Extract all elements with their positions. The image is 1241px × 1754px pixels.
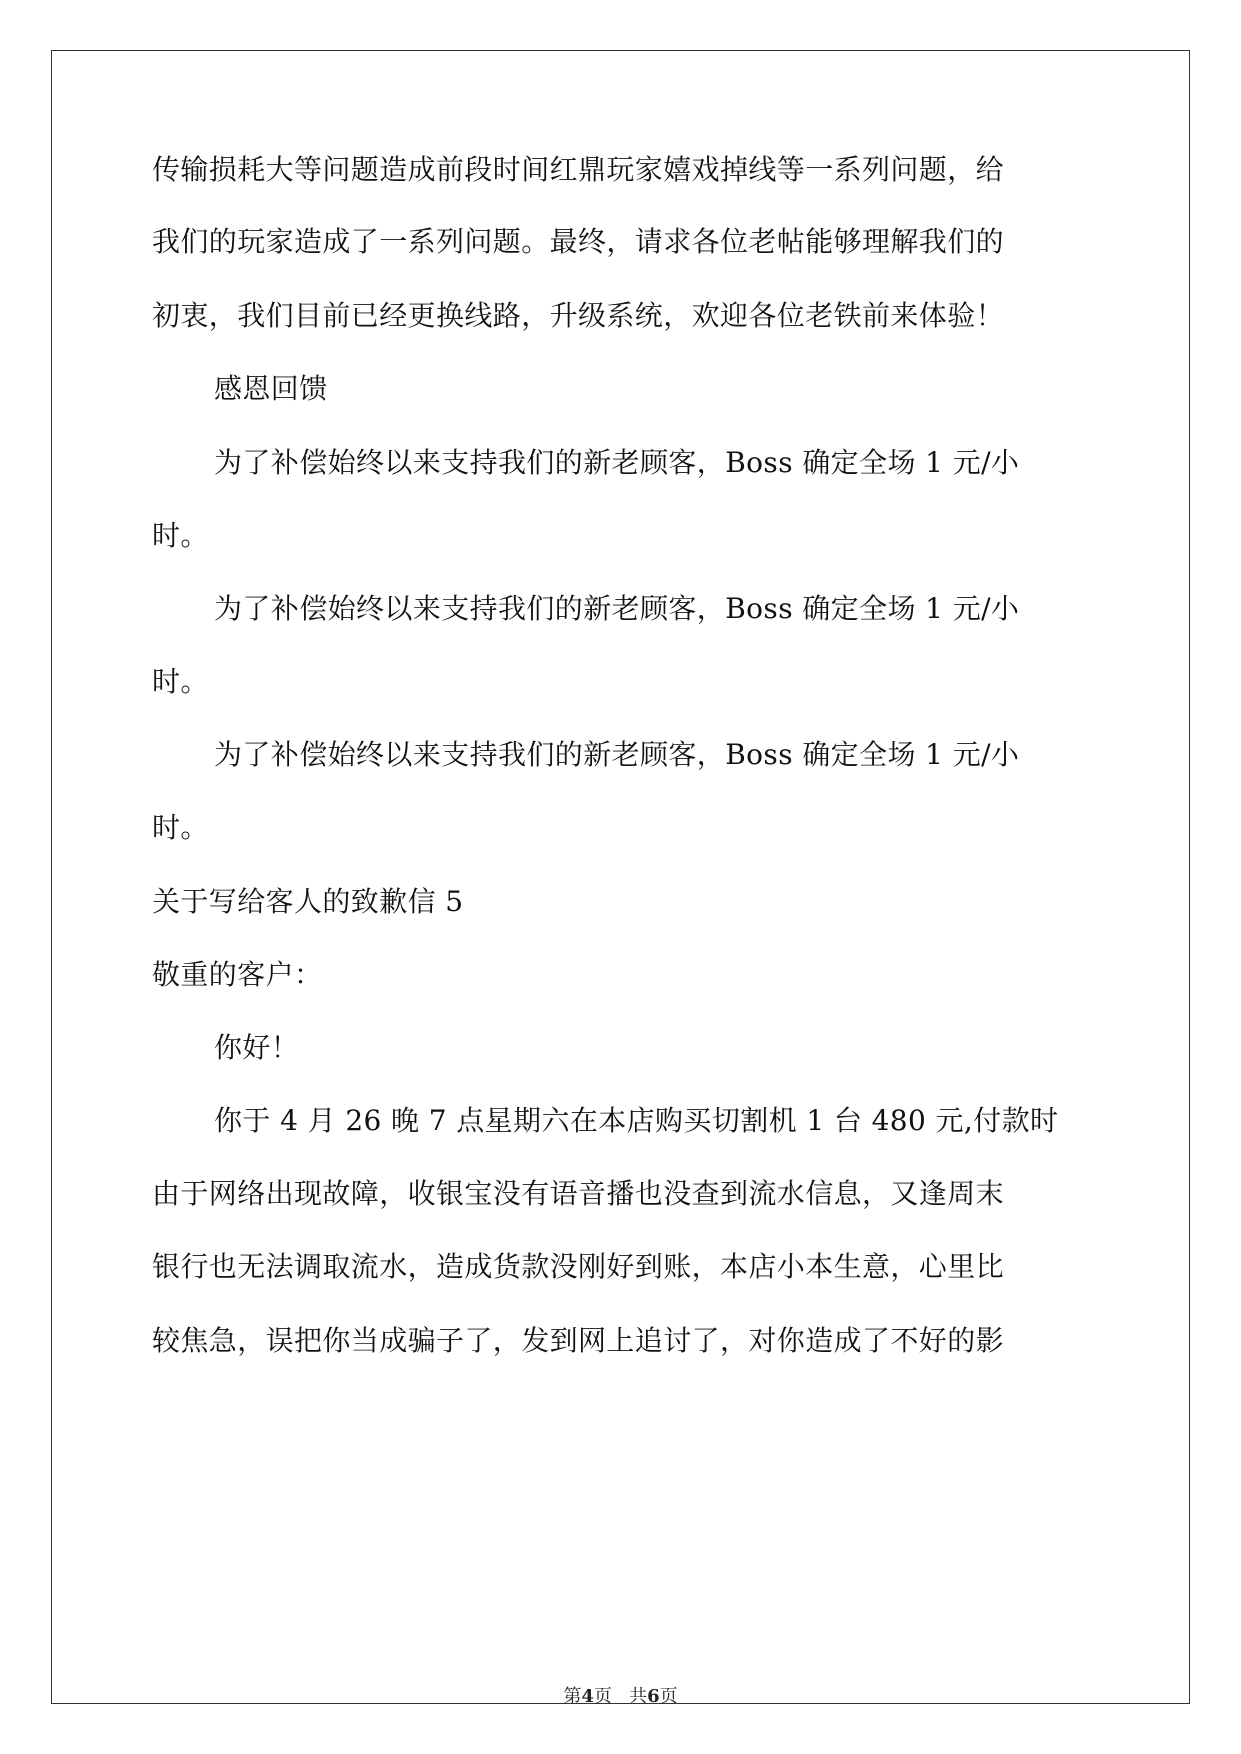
text-line: 时。: [152, 811, 209, 844]
footer-prefix: 第: [563, 1686, 582, 1707]
text-line: 较焦急，误把你当成骗子了，发到网上追讨了，对你造成了不好的影: [152, 1324, 1005, 1357]
page-footer: [0, 1685, 1241, 1709]
text-line: 传输损耗大等问题造成前段时间红鼎玩家嬉戏掉线等一系列问题，给: [152, 153, 1005, 186]
salutation: 敬重的客户：: [152, 958, 323, 991]
footer-suffix: 页: [659, 1686, 678, 1707]
text-line: 你于 4 月 26 晚 7 点星期六在本店购买切割机 1 台 480 元,付款时: [214, 1104, 1059, 1137]
text-line: 为了补偿始终以来支持我们的新老顾客，Boss 确定全场 1 元/小: [214, 446, 1020, 479]
footer-middle: 页 共: [593, 1686, 648, 1707]
text-line: 我们的玩家造成了一系列问题。最终，请求各位老帖能够理解我们的: [152, 225, 1005, 258]
current-page-number: 4: [581, 1686, 594, 1707]
text-line: 银行也无法调取流水，造成货款没刚好到账，本店小本生意，心里比: [152, 1250, 1005, 1283]
text-line: 时。: [152, 519, 209, 552]
greeting: 你好！: [214, 1031, 300, 1064]
text-line: 初衷，我们目前已经更换线路，升级系统，欢迎各位老铁前来体验！: [152, 299, 1005, 332]
text-line: 为了补偿始终以来支持我们的新老顾客，Boss 确定全场 1 元/小: [214, 592, 1020, 625]
text-line: 时。: [152, 665, 209, 698]
section-heading: 感恩回馈: [214, 372, 328, 405]
total-pages-number: 6: [647, 1686, 660, 1707]
text-line: 为了补偿始终以来支持我们的新老顾客，Boss 确定全场 1 元/小: [214, 738, 1020, 771]
letter-title: 关于写给客人的致歉信 5: [152, 885, 464, 918]
text-line: 由于网络出现故障，收银宝没有语音播也没查到流水信息，又逢周末: [152, 1177, 1005, 1210]
